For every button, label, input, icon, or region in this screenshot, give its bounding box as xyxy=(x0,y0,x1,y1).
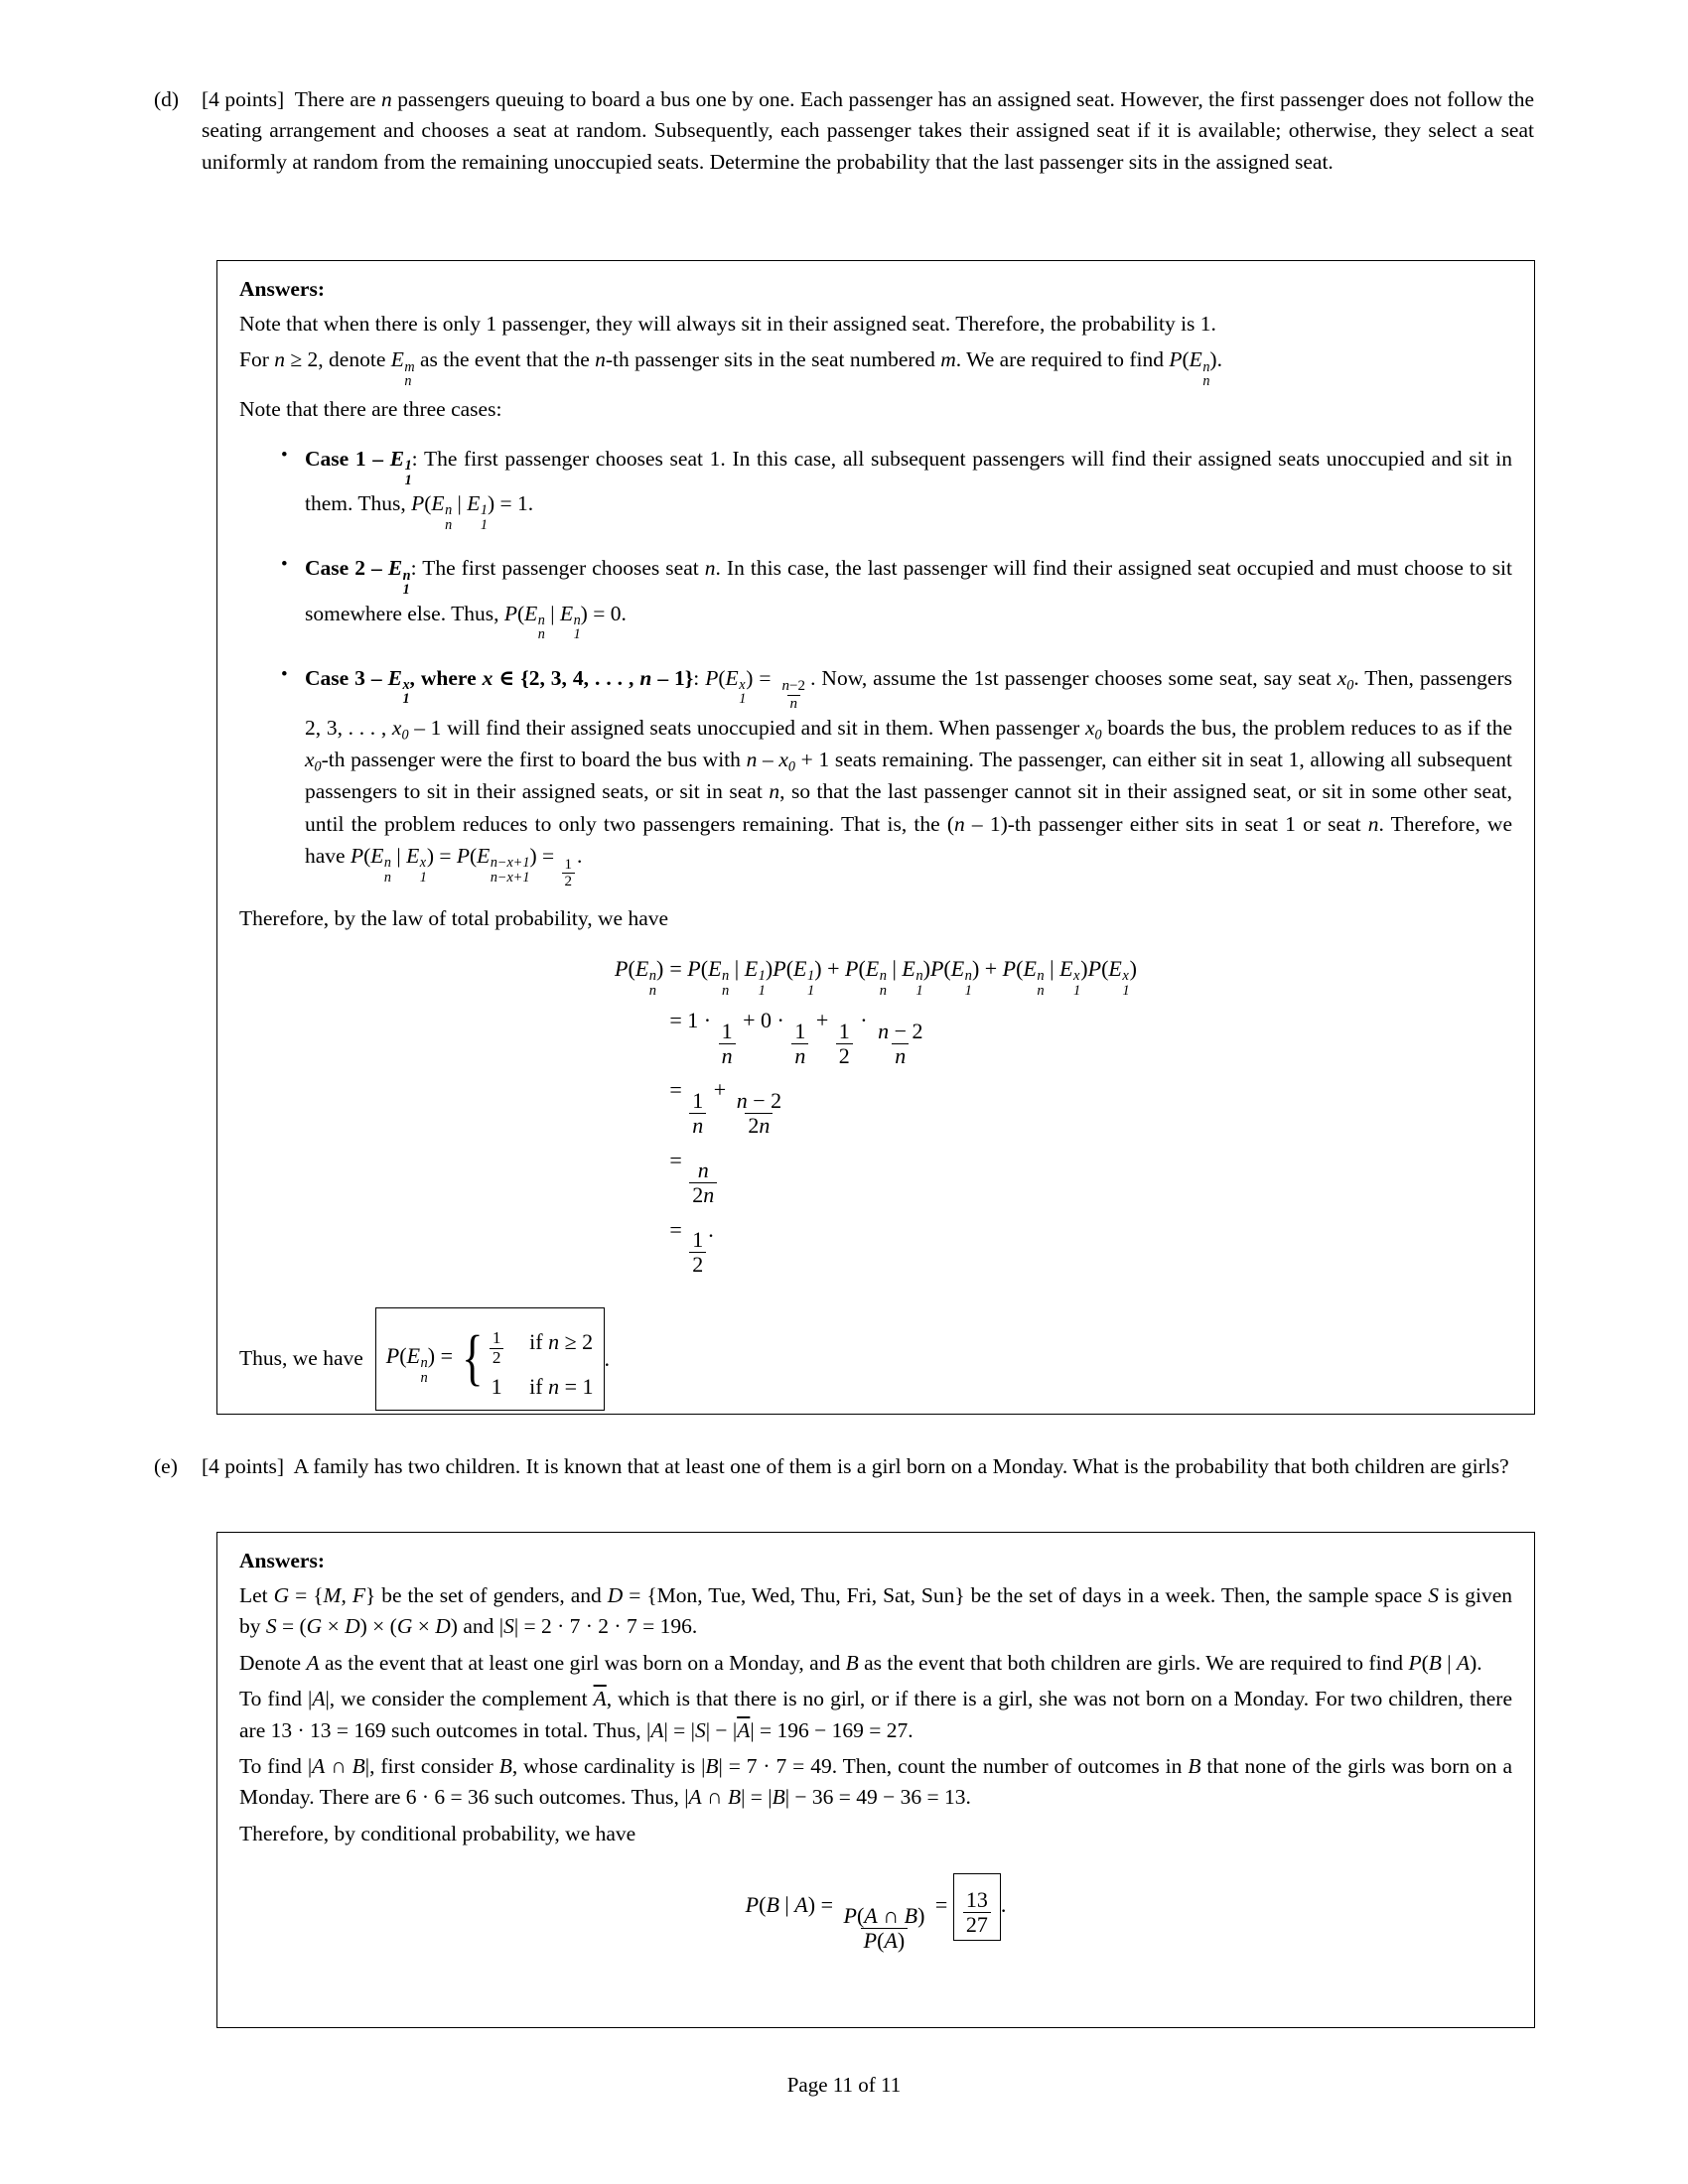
case-3-text-h: , so that the last passenger cannot sit in their assigned seat, or sit in some other seat, until the problem reduces to only two passengers remaining. That is, the ( xyxy=(305,779,1512,836)
case-3-in: ∈ xyxy=(492,665,521,690)
ans-e-p4-k: B xyxy=(772,1785,785,1810)
ans-e-p4-j: | = | xyxy=(741,1785,773,1810)
ans-e-p2-e: . xyxy=(1477,1650,1482,1675)
case-2-text-a: The first passenger chooses seat xyxy=(422,556,705,581)
ans-e-complement-A: $\overline{A}$ xyxy=(593,1687,607,1711)
answer-d-p2-a: For xyxy=(239,347,275,372)
problem-e-points: [4 points] xyxy=(202,1454,285,1478)
equation-line-3: = $\frac{1}{n}$ + $\frac{n - 2}{2n}$ xyxy=(669,1077,782,1138)
ans-e-p3-d: A xyxy=(650,1717,664,1742)
ans-e-p3-c: , which is that there is no girl, or if there is a girl, she was not born on a Monday. For two children, there are 13 · 13 = 169 such outcomes in total. Thus, | xyxy=(239,1687,1513,1742)
case-3-text-f: – xyxy=(757,748,779,772)
case-item-3: • Case 3 – E x 1 , where x ∈ {2, 3, 4, . . . , n – 1}: P(E x 1 ) = $\frac{n-2}{n}$ . Now, assume the 1st passenger chooses some seat, say seat $x_0$. Then, passengers 2, 3, . . . , $x_0 - 1$ will find their assigned seats unoccupied and sit in them. When passenger $x_0$ boards the bus, the problem reduces to as if the $x_0-th$ passenger were the first to board the bus with $n - x_0 + 1$ seats remaining. The passenger, can either sit in seat 1, allowing all subsequent passengers to sit in their assigned seats, or sit in seat n, so that the last passenger cannot sit in their assigned seat, or sit in some other seat, until the problem reduces to only two passengers remaining. That is, the (n – 1)-th passenger either sits in seat 1 or seat n. Therefore, we have P(E n n | E x 1 ) = P(E n−x+1 n−x+1 ) = $\frac{1}{2}$ . xyxy=(281,662,1512,889)
ans-e-p4-c: |, first consider xyxy=(364,1753,499,1778)
answer-d-p2-f: . xyxy=(1216,347,1222,372)
case-1-text: The first passenger chooses seat 1. In this case, all subsequent passengers will find their assigned seats unoccupied and sit in them. Thus, xyxy=(305,446,1512,516)
ans-e-cond-prob-expr: P(B | A) xyxy=(1408,1650,1477,1675)
boxed-denominator-e: 27 xyxy=(963,1912,991,1937)
final-eq-equals-2: = xyxy=(934,1892,948,1918)
ans-e-p3-i: | = 196 − 169 = 27. xyxy=(750,1717,914,1742)
ans-e-p1-f: is given by xyxy=(239,1583,1512,1639)
case-3-lead: Case 3 – xyxy=(305,665,388,690)
problem-e-text: A family has two children. It is known that at least one of them is a girl born on a Monday. What is the probability that both children are girls? xyxy=(293,1454,1509,1478)
ans-e-p4-g: B xyxy=(1188,1753,1201,1778)
case-condition-2: if n = 1 xyxy=(529,1373,594,1399)
case-3-text-b: . Then, passengers 2, 3, . . . , xyxy=(305,665,1512,740)
answer-box-e xyxy=(216,1532,1535,2028)
answer-d-p2-d: -th passenger sits in the seat numbered xyxy=(605,347,941,372)
equation-chain-d xyxy=(239,951,1512,1282)
case-3-fraction: $\frac{n-2}{n}$ xyxy=(781,678,806,712)
ans-e-M: M xyxy=(323,1583,342,1607)
case-3-text-d: boards the bus, the problem reduces to as if the xyxy=(1101,715,1512,740)
ans-e-p3-h: $\overline{A}$ xyxy=(737,1717,751,1742)
boxed-numerator-e: 13 xyxy=(965,1886,988,1912)
ans-e-p3-e: | = | xyxy=(663,1717,695,1742)
case-2-lead: Case 2 – xyxy=(305,556,388,581)
ans-e-p2-a: Denote xyxy=(239,1650,307,1675)
ans-e-AcapB-1: A ∩ B xyxy=(312,1753,365,1778)
ans-e-p3-f: S xyxy=(694,1717,706,1742)
ans-e-p1-j: | = 2 · 7 · 2 · 7 = 196. xyxy=(513,1614,698,1639)
case-3-where: , where xyxy=(409,665,483,690)
final-eq-trailing-period: . xyxy=(1000,1892,1007,1918)
case-3-text-a: . Now, assume the 1st passenger chooses some seat, say seat xyxy=(810,665,1337,690)
final-answer-line-d xyxy=(239,1307,1512,1411)
problem-d-label: (d) xyxy=(154,87,180,111)
equation-line-2: = 1 · $\frac{1}{n}$ + 0 · $\frac{1}{n}$ + $\frac{1}{2}$ · $\frac{n - 2}{n}$ xyxy=(669,1008,923,1068)
answer-e-paragraph-5: Therefore, by conditional probability, we have xyxy=(239,1821,636,1845)
case-1-value: = 1. xyxy=(494,491,534,516)
equation-line-4: = $\frac{n}{2n}$ xyxy=(615,1143,1137,1212)
ans-e-F: F xyxy=(352,1583,365,1607)
ans-e-p1-h: and | xyxy=(457,1614,504,1639)
ans-e-set-G: G xyxy=(273,1583,290,1607)
ans-e-p4-f: | = 7 · 7 = 49. Then, count the number of outcomes in xyxy=(718,1753,1189,1778)
case-3-text-k: . xyxy=(577,843,583,868)
ans-e-p1-a: Let xyxy=(239,1583,274,1607)
case-condition-1: if n ≥ 2 xyxy=(529,1329,594,1355)
ans-e-p1-c: , xyxy=(341,1583,352,1607)
answer-d-p2-b: ≥ 2, denote xyxy=(285,347,391,372)
ans-e-p1-d: } be the set of genders, and xyxy=(364,1583,608,1607)
law-total-probability-lead: Therefore, by the law of total probability, we have xyxy=(239,906,669,931)
case-3-text-e: -th passenger were the first to board the bus with xyxy=(321,748,747,772)
problem-d-statement xyxy=(202,84,1534,178)
ans-e-AcapB-2: A ∩ B xyxy=(688,1785,742,1810)
ans-e-sample-space-formula: S = (G × D) × (G × D) xyxy=(265,1614,458,1639)
boxed-answer-d: P(E n n ) = { $\frac{1}{2}$ if n ≥ 2 1 if n = 1 xyxy=(375,1307,605,1411)
ans-e-p4-h: that none of the girls was born on a Monday. There are 6 · 6 = 36 such outcomes. Thus, | xyxy=(239,1753,1512,1810)
answer-e-paragraph-4 xyxy=(239,1751,1512,1814)
ans-e-event-A: A xyxy=(306,1650,320,1675)
ans-e-p4-l: | − 36 = 49 − 36 = 13. xyxy=(784,1785,971,1810)
ans-e-set-D: D xyxy=(607,1583,624,1607)
boxed-trailing-period-d: . xyxy=(604,1345,611,1371)
equation-line-5: = $\frac{1}{2}$ . xyxy=(669,1216,714,1277)
answers-heading-e: Answers: xyxy=(239,1549,325,1572)
case-3-text-i: – 1)-th passenger either sits in seat 1 or seat xyxy=(964,811,1368,836)
case-1-lead: Case 1 – xyxy=(305,446,390,471)
answer-d-paragraph-1: Note that when there is only 1 passenger, they will always sit in their assigned seat. Therefore, the probability is 1. xyxy=(239,312,1216,336)
boxed-answer-e xyxy=(953,1873,1001,1941)
answer-box-d-content xyxy=(217,261,1534,1433)
final-eq-equals-1: = xyxy=(820,1892,833,1918)
ans-e-set-S: S xyxy=(1428,1583,1439,1607)
answer-d-p2-c: as the event that the xyxy=(414,347,596,372)
case-3-colon: : xyxy=(693,665,706,690)
problem-e-label: (e) xyxy=(154,1454,178,1478)
ans-e-p4-e: B xyxy=(705,1753,719,1778)
ans-e-p4-a: To find | xyxy=(239,1753,313,1778)
case-value-2: 1 xyxy=(491,1373,502,1399)
problem-e-statement xyxy=(202,1451,1534,1482)
problem-d-variable-n: n xyxy=(381,87,392,111)
case-2-text-b: . In this case, the last passenger will find their assigned seat occupied and must choose to sit somewhere else. Thus, xyxy=(305,556,1513,625)
answer-d-p2-e: . We are required to find xyxy=(955,347,1170,372)
answer-box-d xyxy=(216,260,1535,1415)
case-1-colon: : xyxy=(411,446,424,471)
ans-e-p3-g: | − | xyxy=(705,1717,738,1742)
ans-e-p2-c: as the event that both children are girls. We are required to find xyxy=(858,1650,1409,1675)
answer-d-paragraph-2: For n ≥ 2, denote E m n as the event that the n-th passenger sits in the seat numbered m. We are required to find P(E n n ). xyxy=(239,347,1222,390)
ans-e-event-B: B xyxy=(845,1650,859,1675)
ans-e-p2-b: as the event that at least one girl was born on a Monday, and xyxy=(319,1650,846,1675)
answers-heading-d: Answers: xyxy=(239,277,325,301)
problem-e xyxy=(154,1451,1534,1482)
final-equation-e xyxy=(239,1873,1512,1953)
cases-list xyxy=(239,443,1512,889)
ans-e-p1-e: = {Mon, Tue, Wed, Thu, Fri, Sat, Sun} be the set of days in a week. Then, the sample space xyxy=(623,1583,1429,1607)
ans-e-p3-a: To find | xyxy=(239,1687,313,1711)
case-3-text-c: – 1 will find their assigned seats unoccupied and sit in them. When passenger xyxy=(408,715,1085,740)
problem-d-text-part2: passengers queuing to board a bus one by one. Each passenger has an assigned seat. However, the first passenger does not follow the seating arrangement and chooses a seat at random. Subsequently, each passenger takes their assigned seat if it is available; otherwise, they select a seat uniformly at random from the remaining unoccupied seats. Determine the probability that the last passenger sits in the assigned seat. xyxy=(202,87,1534,174)
problem-d xyxy=(154,84,1534,178)
ans-e-p1-b: = { xyxy=(289,1583,324,1607)
final-eq-fraction: $\frac{P(A \cap B)}{P(A)}$ xyxy=(843,1903,925,1953)
final-eq-lhs-e: P(B | A) xyxy=(745,1892,816,1918)
problem-d-points: [4 points] xyxy=(202,87,285,111)
ans-e-p4-d: , whose cardinality is | xyxy=(511,1753,706,1778)
answer-e-paragraph-3 xyxy=(239,1684,1512,1746)
answer-d-paragraph-3: Note that there are three cases: xyxy=(239,396,502,421)
ans-e-p1-i: S xyxy=(503,1614,514,1639)
ans-e-p4-B: B xyxy=(498,1753,512,1778)
case-3-x: x xyxy=(482,665,493,690)
left-brace: { xyxy=(462,1323,484,1392)
thus-we-have-label: Thus, we have xyxy=(239,1346,363,1371)
ans-e-p3-b: |, we consider the complement xyxy=(325,1687,594,1711)
ans-e-p3-A: A xyxy=(312,1687,326,1711)
answer-e-paragraph-1 xyxy=(239,1580,1512,1643)
equation-line-1: P(E n n ) = P(E n n | E 1 1 )P(E 1 1 ) + P(E n n | E n 1 )P(E n 1 ) + P(E n n | E x 1 )P(E x 1 ) xyxy=(615,955,1137,999)
case-2-colon: : xyxy=(410,556,423,581)
answer-e-paragraph-2 xyxy=(239,1648,1512,1679)
case-item-2: • Case 2 – E n 1 : The first passenger chooses seat n. In this case, the last passenger will find their assigned seat occupied and must choose to sit somewhere else. Thus, P(E n n | E n 1 ) = 0. xyxy=(281,552,1512,641)
case-2-value: = 0. xyxy=(587,601,627,625)
case-item-1: • Case 1 – E 1 1 : The first passenger chooses seat 1. In this case, all subsequent passengers will find their assigned seats unoccupied and sit in them. Thus, P(E n n | E 1 1 ) = 1. xyxy=(281,443,1512,532)
answer-box-e-content xyxy=(217,1533,1534,1980)
problem-d-text-part1: There are xyxy=(294,87,382,111)
case-3-text-j: . Therefore, we have xyxy=(305,811,1513,868)
case-3-set: {2, 3, 4, . . . , n – 1} xyxy=(520,665,694,690)
case-3-text-g: + 1 seats remaining. The passenger, can either sit in seat 1, allowing all subsequent passengers to sit in their assigned seats, or sit in seat xyxy=(305,748,1513,804)
page-footer: Page 11 of 11 xyxy=(786,2073,902,2097)
